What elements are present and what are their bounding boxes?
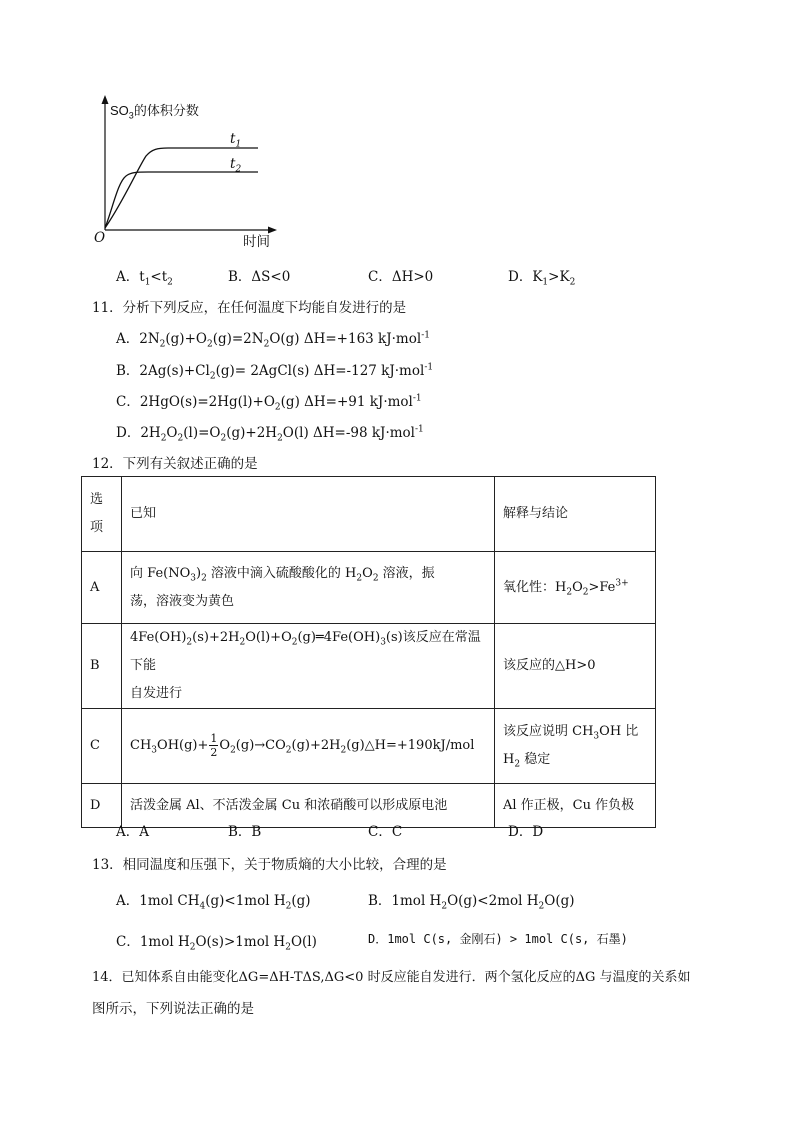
q11-option-c: C．$2HgO(s)=2Hg(l)+O_2(g)$ ΔH=+91 kJ·mol$^{-1}$ (116, 393, 422, 413)
y-axis-arrow (102, 95, 109, 104)
x-axis-label: 时间 (243, 234, 270, 250)
q13-option-d: D．1mol C(s, 金刚石) > 1mol C(s, 石墨) (368, 932, 628, 946)
q10-option-b: B．ΔS<0 (228, 269, 291, 285)
row-a-known: 向 $Fe(NO_3)_2$ 溶液中滴入硫酸酸化的 $H_2O_2$ 溶液，振 荡，溶液变为黄色 (122, 552, 495, 624)
curve-t2 (105, 172, 258, 228)
row-c-known: $CH_3OH(g)+$ $\frac{1}{2}$ $O_2(g)\to CO_2(g)+2H_2(g)\triangle H=+190kJ$/mol (122, 709, 495, 784)
origin-label: O (94, 230, 106, 246)
table-row-a (82, 552, 656, 624)
q12-option-d: D．D (508, 824, 544, 840)
row-b-conclusion: 该反应的△H>0 (495, 624, 656, 709)
header-known: 已知 (122, 477, 495, 552)
table-row-c (82, 709, 656, 784)
row-a-option: A (82, 552, 122, 624)
row-b-option: B (82, 624, 122, 709)
row-c-conclusion: 该反应说明 $CH_3OH$ 比 $H_2$ 稳定 (495, 709, 656, 784)
row-d-option: D (82, 784, 122, 828)
t1-label: $t_1$ (230, 131, 242, 150)
q14-line-2: 图所示，下列说法正确的是 (92, 1001, 254, 1017)
header-conclusion: 解释与结论 (495, 477, 656, 552)
q13-option-b: B．1mol $H_2O(g)<2mol$ $H_2O(g)$ (368, 893, 575, 912)
y-axis-label: $SO_3$的体积分数 (110, 103, 199, 121)
fraction-one-half: $\frac{1}{2}$ (210, 732, 218, 759)
q10-option-c: C．ΔH>0 (368, 269, 434, 285)
q11-option-d: D．$2H_2O_2(l)=O_2(g)+2H_2O(l)$ ΔH=-98 kJ·mol$^{-1}$ (116, 424, 424, 444)
q13-option-c: C．1mol $H_2O(s)>1mol$ $H_2O(l)$ (116, 934, 317, 953)
q13-option-a: A．1mol $CH_4(g)<1mol$ $H_2(g)$ (116, 893, 311, 912)
row-d-known: 活泼金属 Al、不活泼金属 Cu 和浓硝酸可以形成原电池 (122, 784, 495, 828)
table-row-b (82, 624, 656, 709)
q12-option-a: A．A (116, 824, 149, 840)
row-d-conclusion: Al 作正极，Cu 作负极 (495, 784, 656, 828)
row-c-option: C (82, 709, 122, 784)
q14-line-1: 14．已知体系自由能变化ΔG=ΔH-TΔS,ΔG<0 时反应能自发进行．两个氢化反应的ΔG 与温度的关系如 (92, 970, 691, 985)
row-a-conclusion: 氧化性：$H_2O_2>Fe^{3+}$ (495, 552, 656, 624)
q12-table (81, 476, 656, 828)
row-b-known: $4Fe(OH)_2(s)+2H_2O(l)+O_2(g)═4Fe(OH)_3(s)$该反应在常温下能 自发进行 (122, 624, 495, 709)
q12-option-b: B．B (228, 824, 262, 840)
q12-stem: 12．下列有关叙述正确的是 (92, 456, 258, 472)
table-header-row (82, 477, 656, 552)
q11-option-a: A．$2N_2(g)+O_2(g)=2N_2O(g)$ ΔH=+163 kJ·mol$^{-1}$ (116, 330, 430, 350)
q10-option-d: D．$K_1>K_2$ (508, 269, 576, 288)
header-option: 选 项 (82, 477, 122, 552)
q12-option-c: C．C (368, 824, 403, 840)
q11-option-b: B．$2Ag(s)+Cl_2(g)=$ 2AgCl(s) ΔH=-127 kJ·mol$^{-1}$ (116, 362, 434, 382)
q13-stem: 13．相同温度和压强下，关于物质熵的大小比较，合理的是 (92, 857, 447, 873)
t2-label: $t_2$ (230, 156, 242, 175)
q11-stem: 11．分析下列反应，在任何温度下均能自发进行的是 (92, 300, 407, 316)
q10-option-a: A．$t_1<t_2$ (116, 269, 173, 288)
